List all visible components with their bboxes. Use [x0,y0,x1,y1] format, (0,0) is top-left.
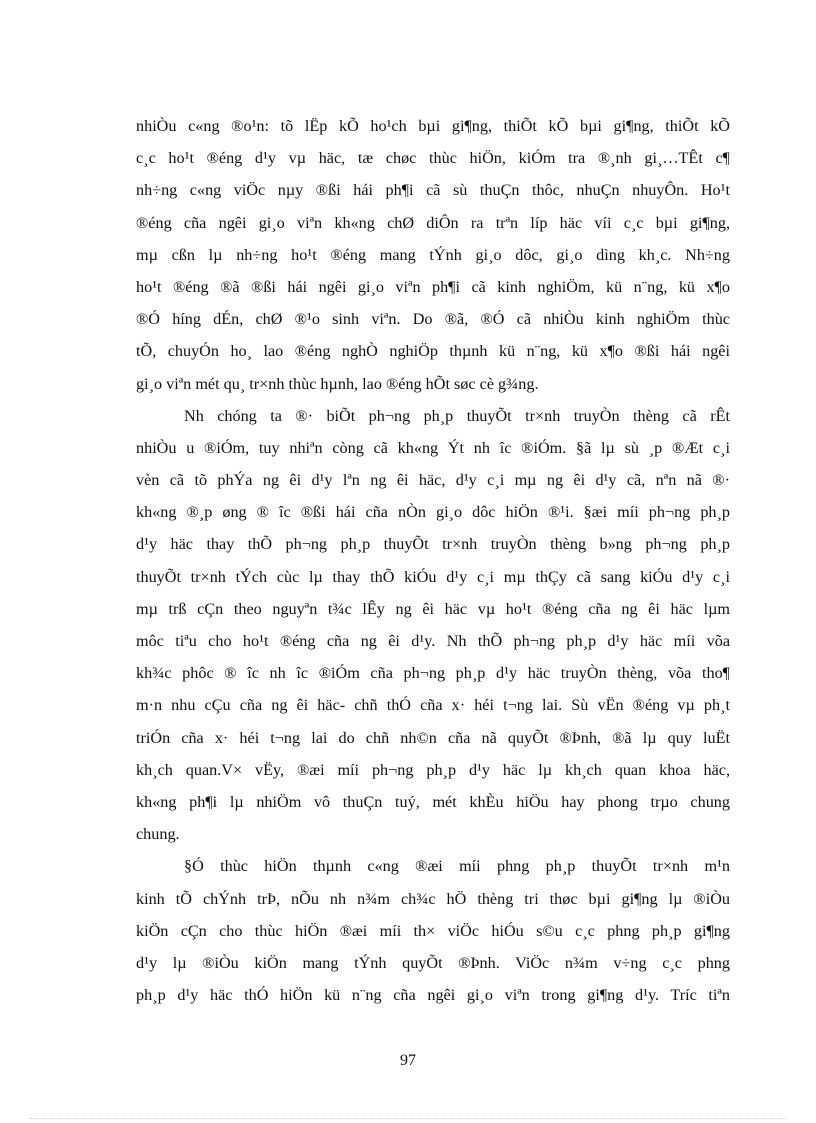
body-text [136,110,730,1011]
page-bottom-rule [30,1118,786,1119]
text-line: mµ trß cÇn theo nguyªn t¾c lÊy ng êi häc vµ ho¹t ®éng cña ng êi häc lµm [136,599,730,618]
text-line: c¸c ho¹t ®éng d¹y vµ häc, tæ chøc thùc hiÖn, kiÓm tra ®¸nh gi¸…TÊt c¶ [136,149,730,168]
text-line: thuyÕt tr×nh tÝch cùc lµ thay thÕ kiÓu d¹y c¸i mµ thÇy cã sang kiÓu d¹y c¸i [136,567,730,586]
text-line: nhiÒu u ®iÓm, tuy nhiªn còng cã kh«ng Ýt nh îc ®iÓm. §ã lµ sù ¸p ®Æt c¸i [136,438,730,457]
text-line: kh«ng ph¶i lµ nhiÖm vô thuÇn tuý, mét khÈu hiÖu hay phong trµo chung [136,792,730,811]
text-line: nh÷ng c«ng viÖc nµy ®ßi hái ph¶i cã sù thuÇn thôc, nhuÇn nhuyÔn. Ho¹t [136,181,730,200]
text-line: ®Ó híng dÉn, chØ ®¹o sinh viªn. Do ®ã, ®Ó cã nhiÒu kinh nghiÖm thùc [136,310,730,329]
page-number: 97 [400,1052,416,1069]
text-line: ph¸p d¹y häc thÓ hiÖn kü n¨ng cña ngêi gi¸o viªn trong gi¶ng d¹y. Tríc tiªn [136,986,730,1005]
text-line: ®éng cña ngêi gi¸o viªn kh«ng chØ diÔn ra trªn líp häc víi c¸c bµi gi¶ng, [136,213,730,232]
text-line: kiÖn cÇn cho thùc hiÖn ®æi míi th× viÖc hiÓu s©u c¸c phng ph¸p gi¶ng [136,921,730,940]
text-line: d¹y häc thay thÕ ph¬ng ph¸p thuyÕt tr×nh truyÒn thèng b»ng ph¬ng ph¸p [136,535,730,554]
text-line: Nh chóng ta ®· biÕt ph¬ng ph¸p thuyÕt tr×nh truyÒn thèng cã rÊt [184,406,730,425]
text-line: môc tiªu cho ho¹t ®éng cña ng êi d¹y. Nh thÕ ph¬ng ph¸p d¹y häc míi võa [136,632,730,650]
text-line: mµ cßn lµ nh÷ng ho¹t ®éng mang tÝnh gi¸o dôc, gi¸o dìng kh¸c. Nh÷ng [136,245,730,264]
text-line: gi¸o viªn mét qu¸ tr×nh thùc hµnh, lao ®éng hÕt søc cè g¾ng. [136,374,539,393]
text-line: kh¸ch quan.V× vËy, ®æi míi ph¬ng ph¸p d¹y häc lµ kh¸ch quan khoa häc, [136,760,730,779]
text-line: vèn cã tõ phÝa ng êi d¹y lªn ng êi häc, d¹y c¸i mµ ng êi d¹y cã, nªn nã ®· [136,471,730,490]
text-line: d¹y lµ ®iÒu kiÖn mang tÝnh quyÕt ®Þnh. ViÖc n¾m v÷ng c¸c phng [136,953,730,972]
text-line: nhiÒu c«ng ®o¹n: tõ lËp kÕ ho¹ch bµi gi¶ng, thiÕt kÕ bµi gi¶ng, thiÕt kÕ [136,117,730,135]
text-line: m·n nhu cÇu cña ng êi häc- chñ thÓ cña x· héi t¬ng lai. Sù vËn ®éng vµ ph¸t [136,696,730,715]
text-line: chung. [136,825,180,844]
text-line: §Ó thùc hiÖn thµnh c«ng ®æi míi phng ph¸p thuyÕt tr×nh m¹n [184,857,730,876]
text-line: ho¹t ®éng ®ã ®ßi hái ngêi gi¸o viªn ph¶i cã kinh nghiÖm, kü n¨ng, kü x¶o [136,277,730,296]
text-line: tÕ, chuyÓn ho¸ lao ®éng nghÒ nghiÖp thµnh kü n¨ng, kü x¶o ®ßi hái ngêi [136,342,730,361]
text-line: triÓn cña x· héi t¬ng lai do chñ nh©n cña nã quyÕt ®Þnh, ®ã lµ quy luËt [136,728,730,747]
text-line: kh¾c phôc ® îc nh îc ®iÓm cña ph¬ng ph¸p d¹y häc truyÒn thèng, võa tho¶ [136,664,730,683]
text-line: kh«ng ®¸p øng ® îc ®ßi hái cña nÒn gi¸o dôc hiÖn ®¹i. §æi míi ph¬ng ph¸p [136,503,730,522]
text-line: kinh tÕ chÝnh trÞ, nÕu nh n¾m ch¾c hÖ thèng tri thøc bµi gi¶ng lµ ®iÒu [136,889,730,908]
